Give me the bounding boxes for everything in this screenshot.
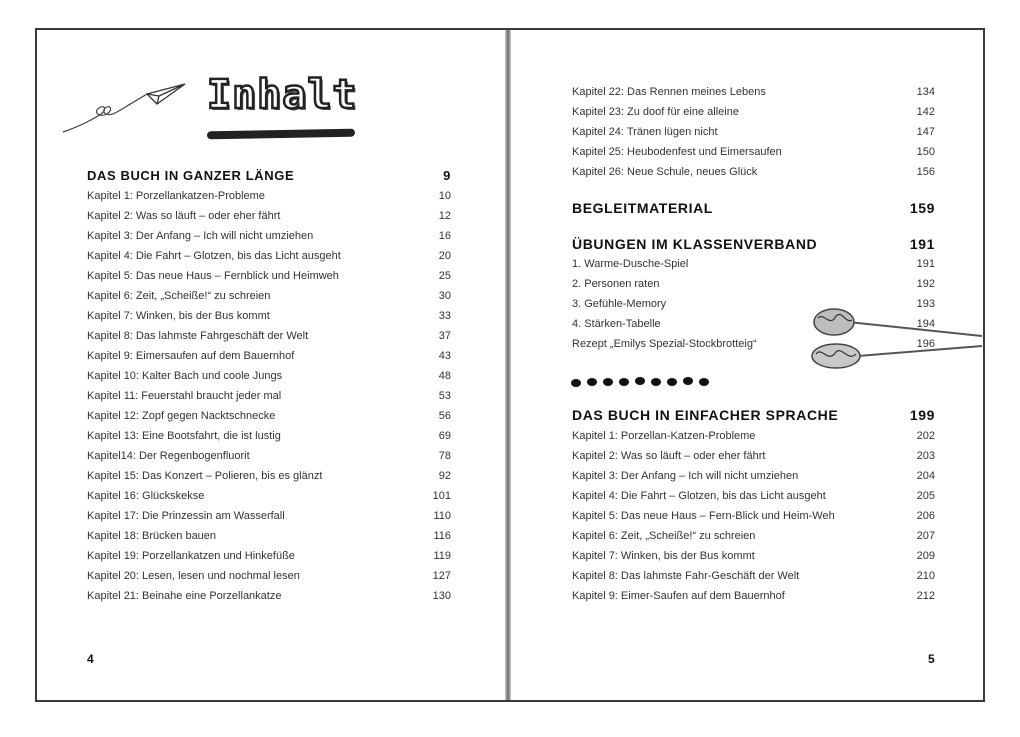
entry-page: 10	[438, 190, 451, 202]
toc-entry	[572, 550, 935, 562]
toc-entry	[572, 490, 935, 502]
entry-label: Kapitel 8: Das lahmste Fahrgeschäft der Welt	[87, 330, 309, 342]
entry-label: Kapitel 15: Das Konzert – Polieren, bis es glänzt	[87, 470, 323, 482]
section-label: DAS BUCH IN GANZER LÄNGE	[87, 168, 295, 183]
toc-entry	[87, 550, 451, 562]
entry-label: Kapitel 20: Lesen, lesen und nochmal lesen	[87, 570, 300, 582]
entry-label: Kapitel 22: Das Rennen meines Lebens	[572, 86, 766, 98]
entry-page: 196	[916, 338, 935, 350]
toc-entry	[87, 430, 451, 442]
page-number-right: 5	[928, 652, 935, 666]
title-underline	[207, 129, 355, 140]
entry-page: 119	[433, 550, 451, 562]
book-spine	[505, 30, 511, 700]
toc-entry	[87, 530, 451, 542]
toc-entry	[87, 310, 451, 322]
section-page: 9	[443, 168, 451, 183]
toc-entry	[87, 390, 451, 402]
entry-page: 156	[916, 166, 935, 178]
dotted-divider	[570, 375, 720, 389]
entry-label: Kapitel 23: Zu doof für eine alleine	[572, 106, 739, 118]
entry-label: Kapitel14: Der Regenbogenfluorit	[87, 450, 250, 462]
entry-page: 53	[438, 390, 451, 402]
toc-entry	[572, 126, 935, 138]
toc-entry	[87, 190, 451, 202]
left-page	[37, 30, 507, 700]
toc-entry	[572, 590, 935, 602]
entry-page: 147	[916, 126, 935, 138]
entry-label: Kapitel 10: Kalter Bach und coole Jungs	[87, 370, 283, 382]
entry-label: Kapitel 8: Das lahmste Fahr-Geschäft der Welt	[572, 570, 800, 582]
stockbrot-icon	[808, 302, 983, 372]
entry-page: 142	[916, 106, 935, 118]
section-heading	[572, 236, 935, 252]
entry-label: Kapitel 5: Das neue Haus – Fernblick und Heimweh	[87, 270, 339, 282]
toc-entry	[572, 258, 935, 270]
entry-label: Kapitel 11: Feuerstahl braucht jeder mal	[87, 390, 282, 402]
entry-label: 2. Personen raten	[572, 278, 660, 290]
entry-page: 191	[916, 258, 935, 270]
toc-entry	[87, 510, 451, 522]
entry-page: 130	[432, 590, 451, 602]
entry-label: Kapitel 19: Porzellankatzen und Hinkefüße	[87, 550, 295, 562]
section-page: 199	[909, 407, 935, 423]
entry-page: 56	[438, 410, 451, 422]
entry-page: 69	[438, 430, 451, 442]
entry-label: Kapitel 13: Eine Bootsfahrt, die ist lustig	[87, 430, 281, 442]
entry-page: 206	[916, 510, 935, 522]
section-heading	[87, 168, 451, 183]
toc-entry	[572, 86, 935, 98]
toc-entry	[87, 410, 451, 422]
entry-page: 192	[916, 278, 935, 290]
entry-label: Kapitel 3: Der Anfang – Ich will nicht umziehen	[87, 230, 314, 242]
toc-entry	[572, 450, 935, 462]
entry-label: Kapitel 9: Eimersaufen auf dem Bauernhof	[87, 350, 295, 362]
entry-label: Kapitel 21: Beinahe eine Porzellankatze	[87, 590, 282, 602]
entry-page: 127	[432, 570, 451, 582]
entry-label: 3. Gefühle-Memory	[572, 298, 667, 310]
entry-page: 210	[916, 570, 935, 582]
open-book	[35, 28, 985, 702]
toc-entry	[87, 210, 451, 222]
entry-page: 209	[916, 550, 935, 562]
entry-label: Kapitel 18: Brücken bauen	[87, 530, 217, 542]
entry-label: Kapitel 4: Die Fahrt – Glotzen, bis das Licht ausgeht	[87, 250, 341, 262]
entry-label: 4. Stärken-Tabelle	[572, 318, 661, 330]
entry-page: 30	[438, 290, 451, 302]
entry-page: 20	[438, 250, 451, 262]
entry-page: 203	[916, 450, 935, 462]
toc-entry	[87, 590, 451, 602]
toc-entry	[87, 250, 451, 262]
section-label: DAS BUCH IN EINFACHER SPRACHE	[572, 407, 839, 423]
entry-page: 150	[916, 146, 935, 158]
toc-entry	[572, 430, 935, 442]
toc-entry	[572, 570, 935, 582]
entry-page: 193	[916, 298, 935, 310]
toc-entry	[87, 330, 451, 342]
entry-label: Kapitel 6: Zeit, „Scheiße!“ zu schreien	[572, 530, 756, 542]
entry-page: 202	[916, 430, 935, 442]
entry-page: 110	[433, 510, 451, 522]
toc-entry	[87, 490, 451, 502]
entry-page: 25	[438, 270, 451, 282]
section-page: 159	[909, 200, 935, 216]
toc-entry	[87, 370, 451, 382]
toc-entry	[572, 530, 935, 542]
entry-page: 92	[438, 470, 451, 482]
toc-entry	[87, 570, 451, 582]
entry-label: Kapitel 2: Was so läuft – oder eher fährt	[572, 450, 766, 462]
toc-entry	[87, 350, 451, 362]
entry-page: 101	[432, 490, 451, 502]
toc-entry	[87, 470, 451, 482]
entry-label: Kapitel 12: Zopf gegen Nacktschnecke	[87, 410, 276, 422]
entry-label: Kapitel 3: Der Anfang – Ich will nicht umziehen	[572, 470, 799, 482]
entry-page: 204	[916, 470, 935, 482]
entry-label: Kapitel 7: Winken, bis der Bus kommt	[572, 550, 755, 562]
toc-entry	[572, 166, 935, 178]
entry-label: Kapitel 6: Zeit, „Scheiße!“ zu schreien	[87, 290, 271, 302]
entry-label: Kapitel 16: Glückskekse	[87, 490, 205, 502]
section-page: 191	[909, 236, 935, 252]
section-heading	[572, 200, 935, 216]
entry-label: Kapitel 5: Das neue Haus – Fern-Blick und Heim-Weh	[572, 510, 835, 522]
right-page	[513, 30, 987, 700]
page-title: Inhalt	[207, 72, 358, 118]
toc-entry	[87, 450, 451, 462]
entry-label: Kapitel 1: Porzellan-Katzen-Probleme	[572, 430, 756, 442]
toc-entry	[572, 510, 935, 522]
entry-label: Kapitel 26: Neue Schule, neues Glück	[572, 166, 758, 178]
entry-label: Kapitel 25: Heubodenfest und Eimersaufen	[572, 146, 782, 158]
toc-entry	[87, 230, 451, 242]
entry-label: Kapitel 9: Eimer-Saufen auf dem Bauernhof	[572, 590, 785, 602]
entry-label: Kapitel 2: Was so läuft – oder eher fährt	[87, 210, 281, 222]
entry-page: 134	[916, 86, 935, 98]
toc-entry	[572, 146, 935, 158]
entry-label: Rezept „Emilys Spezial-Stockbrotteig“	[572, 338, 757, 350]
toc-entry	[572, 470, 935, 482]
entry-page: 207	[916, 530, 935, 542]
toc-entry	[572, 278, 935, 290]
entry-page: 43	[438, 350, 451, 362]
entry-label: Kapitel 7: Winken, bis der Bus kommt	[87, 310, 270, 322]
entry-page: 194	[916, 318, 935, 330]
entry-page: 12	[438, 210, 451, 222]
toc-entry	[87, 270, 451, 282]
section-label: ÜBUNGEN IM KLASSENVERBAND	[572, 236, 818, 252]
entry-label: Kapitel 1: Porzellankatzen-Probleme	[87, 190, 265, 202]
entry-page: 116	[433, 530, 451, 542]
toc-entry	[87, 290, 451, 302]
entry-label: Kapitel 24: Tränen lügen nicht	[572, 126, 718, 138]
entry-page: 37	[438, 330, 451, 342]
paper-plane-icon	[61, 74, 191, 136]
entry-page: 16	[438, 230, 451, 242]
entry-label: Kapitel 4: Die Fahrt – Glotzen, bis das Licht ausgeht	[572, 490, 826, 502]
page-number-left: 4	[87, 652, 94, 666]
entry-label: 1. Warme-Dusche-Spiel	[572, 258, 689, 270]
section-label: BEGLEITMATERIAL	[572, 200, 713, 216]
entry-page: 205	[916, 490, 935, 502]
entry-page: 48	[438, 370, 451, 382]
entry-page: 78	[438, 450, 451, 462]
entry-label: Kapitel 17: Die Prinzessin am Wasserfall	[87, 510, 285, 522]
section-heading	[572, 407, 935, 423]
entry-page: 33	[438, 310, 451, 322]
entry-page: 212	[916, 590, 935, 602]
toc-entry	[572, 106, 935, 118]
